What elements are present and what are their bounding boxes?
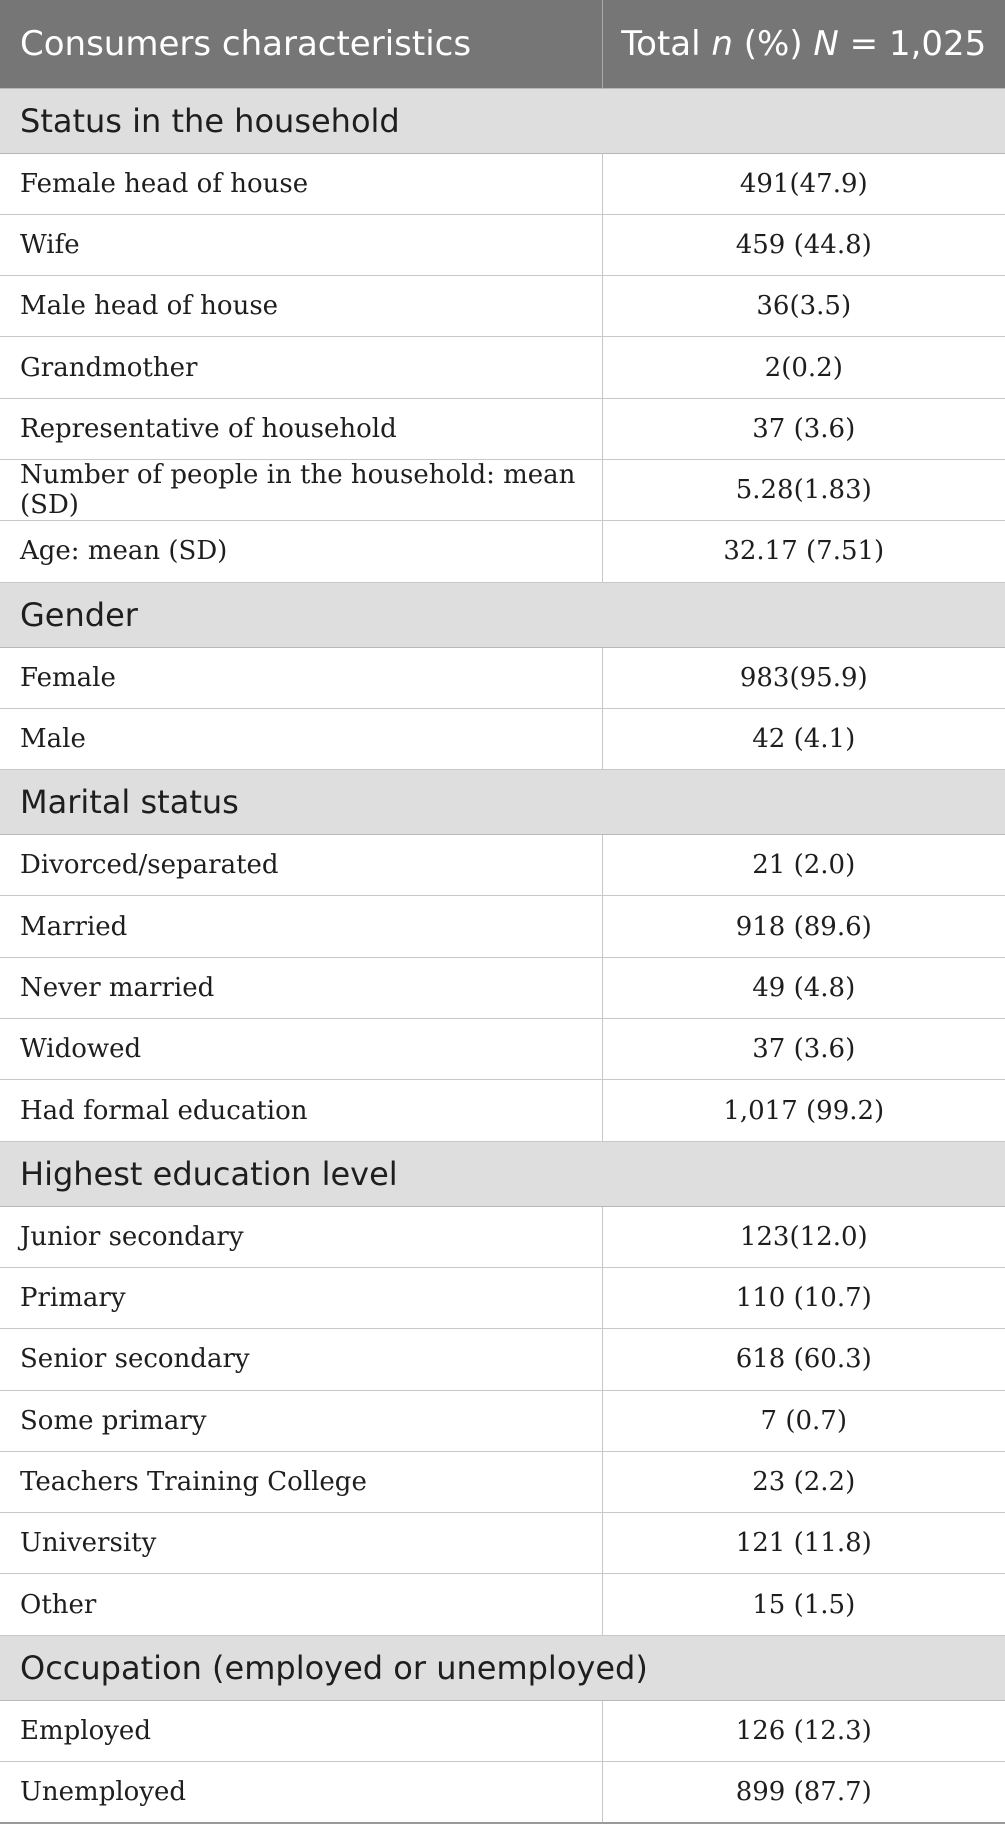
table-row — [0, 708, 1005, 769]
row-value: 21 (2.0) — [602, 835, 1005, 896]
row-label: Never married — [0, 957, 602, 1018]
table-row — [0, 337, 1005, 398]
table-row — [0, 153, 1005, 214]
table-row — [0, 1574, 1005, 1635]
row-label: Unemployed — [0, 1762, 602, 1823]
row-value: 121 (11.8) — [602, 1513, 1005, 1574]
section-title: Highest education level — [0, 1141, 1005, 1206]
row-label: Junior secondary — [0, 1206, 602, 1267]
row-value: 23 (2.2) — [602, 1451, 1005, 1512]
header-row — [0, 0, 1005, 88]
row-value: 42 (4.1) — [602, 708, 1005, 769]
row-value: 7 (0.7) — [602, 1390, 1005, 1451]
table-row — [0, 896, 1005, 957]
row-label: Number of people in the household: mean (SD) — [0, 459, 602, 520]
section-title: Marital status — [0, 770, 1005, 835]
header-characteristics: Consumers characteristics — [0, 0, 602, 88]
table-row — [0, 521, 1005, 582]
header-N: N — [813, 23, 839, 64]
row-value: 983(95.9) — [602, 647, 1005, 708]
section-title: Status in the household — [0, 88, 1005, 153]
row-label: Had formal education — [0, 1080, 602, 1141]
row-label: Male — [0, 708, 602, 769]
row-value: 5.28(1.83) — [602, 459, 1005, 520]
row-value: 899 (87.7) — [602, 1762, 1005, 1823]
section-row — [0, 88, 1005, 153]
section-row — [0, 582, 1005, 647]
row-label: Married — [0, 896, 602, 957]
row-label: Teachers Training College — [0, 1451, 602, 1512]
row-label: Other — [0, 1574, 602, 1635]
section-title: Gender — [0, 582, 1005, 647]
header-n: n — [711, 23, 733, 64]
row-value: 123(12.0) — [602, 1206, 1005, 1267]
row-label: Divorced/separated — [0, 835, 602, 896]
row-label: Female head of house — [0, 153, 602, 214]
row-value: 1,017 (99.2) — [602, 1080, 1005, 1141]
table-row — [0, 1390, 1005, 1451]
section-row — [0, 770, 1005, 835]
row-value: 618 (60.3) — [602, 1329, 1005, 1390]
table-row — [0, 459, 1005, 520]
row-value: 2(0.2) — [602, 337, 1005, 398]
table-body — [0, 88, 1005, 1823]
header-pct: (%) — [732, 23, 814, 64]
row-label: Primary — [0, 1267, 602, 1328]
table-row — [0, 957, 1005, 1018]
header-total — [602, 0, 1005, 88]
row-value: 15 (1.5) — [602, 1574, 1005, 1635]
table-row — [0, 835, 1005, 896]
table-row — [0, 398, 1005, 459]
header-total-prefix: Total — [621, 23, 712, 64]
section-row — [0, 1635, 1005, 1700]
row-value: 491(47.9) — [602, 153, 1005, 214]
row-label: Wife — [0, 214, 602, 275]
row-label: Widowed — [0, 1019, 602, 1080]
table-row — [0, 276, 1005, 337]
row-label: Age: mean (SD) — [0, 521, 602, 582]
header-total-suffix: = 1,025 — [838, 23, 987, 64]
row-label: Female — [0, 647, 602, 708]
row-label: Male head of house — [0, 276, 602, 337]
table-row — [0, 214, 1005, 275]
table-header — [0, 0, 1005, 88]
row-label: Employed — [0, 1700, 602, 1761]
table-row — [0, 1451, 1005, 1512]
table-row — [0, 647, 1005, 708]
row-value: 37 (3.6) — [602, 1019, 1005, 1080]
row-label: Representative of household — [0, 398, 602, 459]
table-row — [0, 1513, 1005, 1574]
row-value: 110 (10.7) — [602, 1267, 1005, 1328]
row-value: 32.17 (7.51) — [602, 521, 1005, 582]
row-label: Senior secondary — [0, 1329, 602, 1390]
table-row — [0, 1700, 1005, 1761]
row-label: Some primary — [0, 1390, 602, 1451]
row-value: 36(3.5) — [602, 276, 1005, 337]
row-value: 37 (3.6) — [602, 398, 1005, 459]
row-value: 49 (4.8) — [602, 957, 1005, 1018]
section-row — [0, 1141, 1005, 1206]
row-value: 459 (44.8) — [602, 214, 1005, 275]
section-title: Occupation (employed or unemployed) — [0, 1635, 1005, 1700]
table-row — [0, 1019, 1005, 1080]
row-label: University — [0, 1513, 602, 1574]
row-label: Grandmother — [0, 337, 602, 398]
table-row — [0, 1080, 1005, 1141]
table-row — [0, 1267, 1005, 1328]
row-value: 918 (89.6) — [602, 896, 1005, 957]
table-row — [0, 1762, 1005, 1823]
table-row — [0, 1206, 1005, 1267]
row-value: 126 (12.3) — [602, 1700, 1005, 1761]
table-row — [0, 1329, 1005, 1390]
